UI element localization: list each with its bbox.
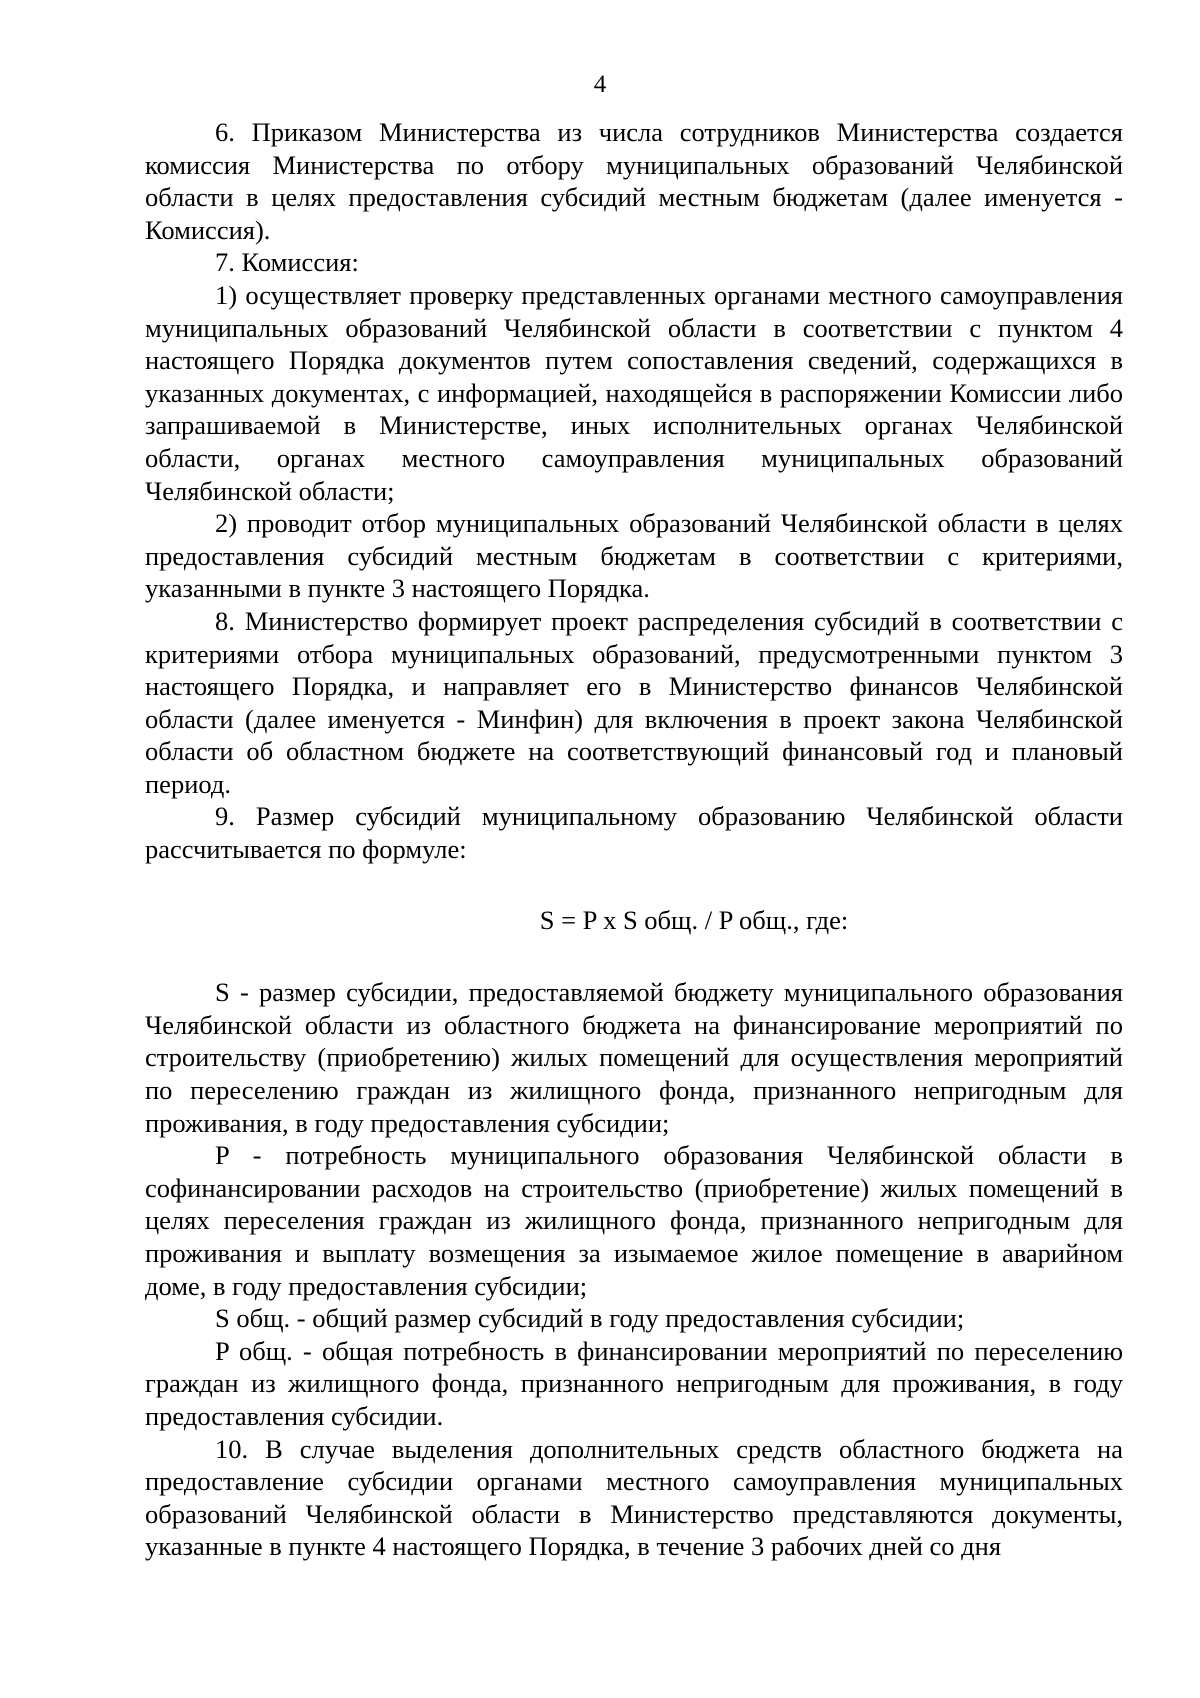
paragraph-7-heading: 7. Комиссия:: [215, 247, 359, 278]
paragraph-7-item-2: 2) проводит отбор муниципальных образований Челябинской области в целях предоставления субсидий местным бюджетам в соответствии с критериями, указанными в пункте 3 настоящего Порядка.: [145, 508, 1123, 604]
definition-p-total: P общ. - общая потребность в финансировании мероприятий по переселению граждан из жилищного фонда, признанного непригодным для проживания, в году предоставления субсидии.: [145, 1335, 1123, 1431]
paragraph-8: 8. Министерство формирует проект распределения субсидий в соответствии с критериями отбора муниципальных образований, предусмотренными пунктом 3 настоящего Порядка, и направляет его в Министерство финансов Челябинской области (далее именуется - Минфин) для включения в проект закона Челябинской области об областном бюджете на соответствующий финансовый год и плановый период.: [145, 605, 1123, 799]
subsidy-formula: S = P x S общ. / P общ., где:: [539, 904, 849, 935]
paragraph-7-item-1: 1) осуществляет проверку представленных органами местного самоуправления муниципальных образований Челябинской области в соответствии с пунктом 4 настоящего Порядка документов путем сопоставления сведений, содержащихся в указанных документах, с информацией, находящейся в распоряжении Комиссии либо запрашиваемой в Министерстве, иных исполнительных органах Челябинской области, органах местного самоуправления муниципальных образований Челябинской области;: [145, 279, 1123, 506]
document-body: [145, 116, 1123, 1563]
definition-s: S - размер субсидии, предоставляемой бюджету муниципального образования Челябинской области из областного бюджета на финансирование мероприятий по строительству (приобретению) жилых помещений для осуществления мероприятий по переселению граждан из жилищного фонда, признанного непригодным для проживания, в году предоставления субсидии;: [145, 977, 1123, 1138]
definition-p: P - потребность муниципального образования Челябинской области в софинансировании расходов на строительство (приобретение) жилых помещений в целях переселения граждан из жилищного фонда, признанного непригодным для проживания и выплату возмещения за изымаемое жилое помещение в аварийном доме, в году предоставления субсидии;: [145, 1140, 1123, 1301]
paragraph-9: 9. Размер субсидий муниципальному образованию Челябинской области рассчитывается по формуле:: [145, 801, 1123, 865]
paragraph-6: 6. Приказом Министерства из числа сотрудников Министерства создается комиссия Министерства по отбору муниципальных образований Челябинской области в целях предоставления субсидий местным бюджетам (далее именуется - Комиссия).: [145, 117, 1123, 245]
paragraph-10: 10. В случае выделения дополнительных средств областного бюджета на предоставление субсидии органами местного самоуправления муниципальных образований Челябинской области в Министерство представляются документы, указанные в пункте 4 настоящего Порядка, в течение 3 рабочих дней со дня: [145, 1433, 1123, 1562]
definition-s-total: S общ. - общий размер субсидий в году предоставления субсидии;: [215, 1303, 965, 1334]
page-number: 4: [593, 71, 607, 98]
